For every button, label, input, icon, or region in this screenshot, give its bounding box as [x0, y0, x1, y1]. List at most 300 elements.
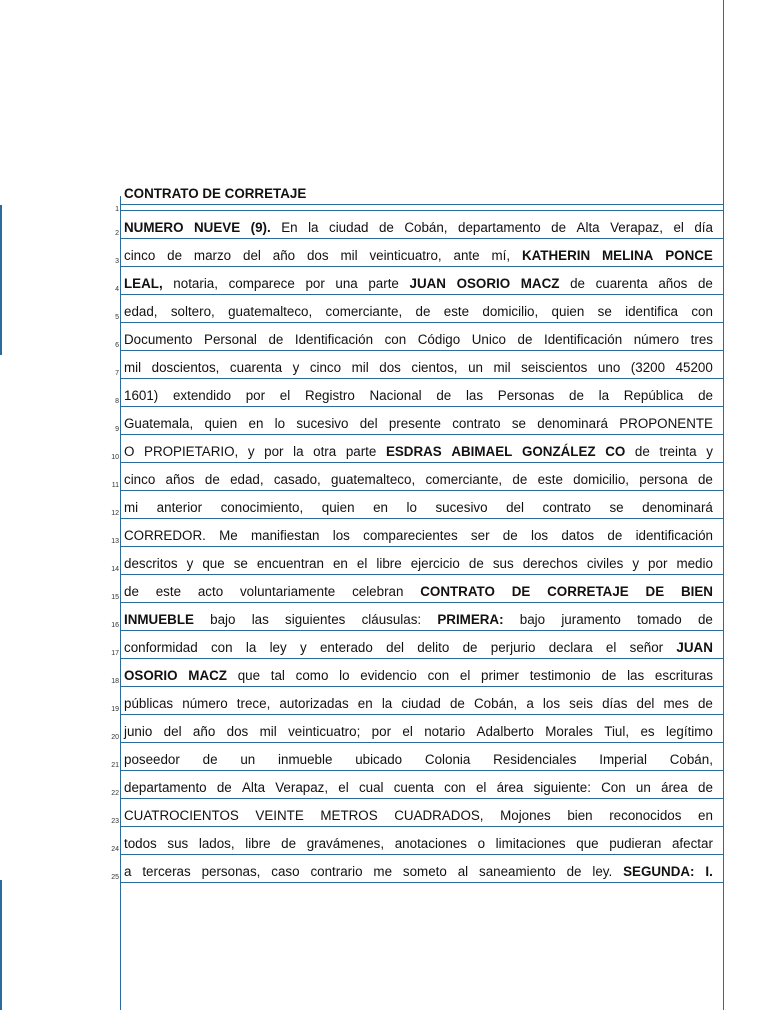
word: sucesivo: [296, 416, 349, 431]
word: pudieran: [609, 836, 662, 851]
word: PROPONENTE: [619, 416, 713, 431]
word: los: [530, 528, 549, 543]
bold-word: DE: [645, 584, 665, 599]
word: lo: [274, 416, 286, 431]
bold-word: INMUEBLE: [124, 612, 194, 627]
left-margin-rule: [120, 196, 121, 1010]
word: de: [566, 864, 582, 879]
word: lo: [406, 500, 417, 515]
word: anterior: [156, 500, 203, 515]
word: el: [338, 780, 349, 795]
word: mil: [259, 724, 277, 739]
bold-word: ABIMAEL: [451, 444, 513, 459]
word: como: [295, 668, 329, 683]
word: y: [299, 640, 307, 655]
word: Imperial: [599, 752, 647, 767]
word: este: [537, 472, 563, 487]
word: dos: [226, 724, 249, 739]
word: Personas: [497, 388, 555, 403]
word: METROS: [320, 808, 378, 823]
word: días: [602, 696, 628, 711]
word: Morales: [545, 724, 593, 739]
word: ley: [269, 640, 287, 655]
word: los: [332, 528, 350, 543]
word: la: [381, 696, 393, 711]
word: Residenciales: [493, 752, 577, 767]
word: primer: [481, 668, 519, 683]
word: junio: [124, 724, 153, 739]
document-line: [115, 323, 713, 351]
word: mi: [124, 500, 139, 515]
word: cuarenta: [229, 360, 283, 375]
word: el: [605, 640, 617, 655]
word: testimonio: [529, 668, 591, 683]
word: de: [502, 528, 518, 543]
word: o: [477, 836, 486, 851]
word: escrituras: [654, 668, 713, 683]
bold-word: MELINA: [602, 248, 654, 263]
word: una: [335, 276, 358, 291]
left-edge-rule: [0, 205, 2, 355]
line-number: 4: [115, 286, 119, 293]
word: mil: [351, 360, 369, 375]
word: del: [163, 724, 182, 739]
line-number: 12: [111, 510, 119, 517]
word: este: [443, 304, 470, 319]
line-number: 17: [111, 650, 119, 657]
word: y: [186, 556, 194, 571]
word: ley.: [592, 864, 613, 879]
word: guatemalteco,: [228, 304, 313, 319]
word: bajo: [210, 612, 236, 627]
bold-word: MACZ: [520, 276, 560, 291]
line-text: [124, 500, 713, 516]
word: de: [468, 556, 484, 571]
word: civiles: [586, 556, 624, 571]
word: de: [634, 444, 650, 459]
word: mil: [124, 360, 142, 375]
word: a: [526, 696, 534, 711]
document-line: [111, 631, 713, 659]
word: el: [475, 780, 487, 795]
word: por: [245, 388, 266, 403]
line-text: [124, 248, 713, 264]
word: que: [202, 556, 225, 571]
word: públicas: [124, 696, 174, 711]
word: datos: [561, 528, 595, 543]
word: de: [281, 836, 297, 851]
document-line: [111, 743, 713, 771]
word: notario: [424, 724, 466, 739]
bold-word: PONCE: [665, 248, 713, 263]
word: de: [607, 528, 623, 543]
bold-word: NUMERO: [124, 220, 184, 235]
line-text: [124, 388, 713, 404]
document-line: [115, 407, 713, 435]
word: con: [691, 304, 713, 319]
word: a: [124, 864, 132, 879]
line-number: 14: [111, 566, 119, 573]
word: PROPIETARIO,: [144, 444, 239, 459]
word: de: [436, 388, 452, 403]
document-page: [111, 183, 713, 883]
word: departamento: [124, 780, 207, 795]
word: edad,: [124, 304, 158, 319]
word: Con: [601, 780, 626, 795]
document-line: [111, 463, 713, 491]
word: descritos: [124, 556, 178, 571]
word: CORREDOR.: [124, 528, 206, 543]
word: año: [192, 724, 216, 739]
word: caso: [271, 864, 300, 879]
word: encuentran: [256, 556, 324, 571]
word: marzo: [193, 248, 232, 263]
line-text: [124, 556, 713, 572]
word: Tiul,: [604, 724, 630, 739]
word: siguiente:: [533, 780, 591, 795]
word: limitaciones: [495, 836, 566, 851]
line-number: 18: [111, 678, 119, 685]
word: terceras: [142, 864, 191, 879]
word: el: [402, 724, 413, 739]
line-number: 2: [115, 230, 119, 237]
bold-word: MACZ: [188, 668, 227, 683]
document-line: [111, 435, 713, 463]
word: número: [633, 332, 680, 347]
document-line: [111, 519, 713, 547]
word: denominará: [537, 416, 608, 431]
word: tal: [270, 668, 285, 683]
word: en: [332, 556, 348, 571]
word: cientos,: [411, 360, 458, 375]
word: autorizadas: [279, 696, 349, 711]
word: parte: [345, 444, 377, 459]
word: Alta: [576, 220, 600, 235]
word: acto: [197, 584, 224, 599]
word: personas,: [201, 864, 261, 879]
document-line: [111, 855, 713, 883]
word: el: [356, 556, 368, 571]
word: de: [601, 668, 617, 683]
word: cinco: [124, 472, 156, 487]
bold-word: DE: [511, 584, 531, 599]
word: Cobán,: [474, 696, 518, 711]
word: por: [648, 556, 668, 571]
word: quien: [551, 304, 585, 319]
line-text: [124, 724, 713, 740]
word: comerciante,: [425, 472, 503, 487]
word: Guatemala,: [124, 416, 194, 431]
word: delito: [417, 640, 450, 655]
line-text: [124, 584, 713, 600]
word: las: [465, 388, 484, 403]
document-line: [115, 239, 713, 267]
word: se: [609, 500, 624, 515]
word: manifiestan: [250, 528, 320, 543]
word: del: [636, 696, 655, 711]
line-text: [124, 332, 713, 348]
word: someto: [402, 864, 447, 879]
line-text: [124, 696, 713, 712]
word: Cobán,: [669, 752, 713, 767]
word: de: [570, 276, 585, 291]
bold-word: OSORIO: [124, 668, 178, 683]
document-line: [115, 295, 713, 323]
word: es: [640, 724, 655, 739]
word: quien: [321, 500, 355, 515]
line-number: 6: [115, 342, 119, 349]
word: en: [248, 416, 264, 431]
word: conocimiento,: [220, 500, 304, 515]
word: de: [202, 752, 218, 767]
right-margin-rule: [723, 0, 724, 1010]
line-number: 1: [115, 206, 119, 213]
word: gravámenes,: [306, 836, 385, 851]
word: medio: [676, 556, 713, 571]
left-edge-rule-lower: [0, 880, 2, 1010]
document-line: [111, 771, 713, 799]
word: legítimo: [665, 724, 713, 739]
word: año: [272, 248, 296, 263]
line-text: [124, 668, 713, 684]
word: un: [468, 360, 483, 375]
word: la: [598, 388, 610, 403]
word: de: [449, 696, 465, 711]
line-number: 23: [111, 818, 119, 825]
word: con: [210, 640, 233, 655]
line-text: [124, 360, 713, 376]
line-number: 9: [115, 426, 119, 433]
word: treinta: [659, 444, 697, 459]
word: sucesivo: [435, 500, 488, 515]
word: el: [279, 388, 291, 403]
line-number: 10: [111, 454, 119, 461]
line-text: [124, 780, 713, 796]
word: del: [243, 248, 261, 263]
line-number: 3: [115, 258, 119, 265]
line-text: [124, 752, 713, 768]
word: mil: [493, 360, 511, 375]
word: extendido: [172, 388, 232, 403]
word: de: [698, 388, 713, 403]
word: por: [305, 276, 325, 291]
word: poseedor: [124, 752, 180, 767]
word: la: [308, 220, 319, 235]
word: quien: [204, 416, 238, 431]
word: comerciante,: [325, 304, 403, 319]
word: O: [124, 444, 135, 459]
bold-word: LEAL,: [124, 276, 163, 291]
document-line: [111, 659, 713, 687]
document-line: [111, 547, 713, 575]
bold-word: GONZÁLEZ: [521, 444, 596, 459]
line-text: [124, 472, 713, 488]
word: 1601): [124, 388, 159, 403]
word: juramento: [561, 612, 621, 627]
document-line: [111, 603, 713, 631]
document-line: [111, 827, 713, 855]
word: persona: [639, 472, 688, 487]
word: En: [281, 220, 298, 235]
word: y: [247, 444, 255, 459]
word: la: [293, 444, 304, 459]
word: años: [658, 276, 688, 291]
bold-word: JUAN: [676, 640, 713, 655]
word: CUADRADOS,: [394, 808, 484, 823]
word: de: [569, 388, 584, 403]
word: las: [627, 668, 645, 683]
line-number: 11: [111, 482, 119, 489]
word: área: [661, 780, 688, 795]
line-text: [124, 444, 713, 460]
word: voluntariamente: [239, 584, 336, 599]
word: lados,: [198, 836, 235, 851]
word: años: [165, 472, 195, 487]
word: lo: [339, 668, 350, 683]
line-number: 25: [111, 874, 119, 881]
line-number: 5: [115, 314, 119, 321]
word: guatemalteco,: [331, 472, 416, 487]
word: de: [216, 780, 232, 795]
word: día: [694, 220, 713, 235]
word: contrario: [310, 864, 363, 879]
word: domicilio,: [573, 472, 629, 487]
document-line: [115, 211, 713, 239]
word: soltero,: [170, 304, 215, 319]
bold-word: SEGUNDA:: [623, 864, 695, 879]
word: de: [512, 472, 528, 487]
word: conformidad: [124, 640, 198, 655]
word: reconocidos: [609, 808, 682, 823]
document-line: [111, 715, 713, 743]
word: Identificación: [543, 332, 623, 347]
document-line: [115, 267, 713, 295]
word: de: [167, 248, 183, 263]
word: de: [697, 696, 713, 711]
word: de: [517, 332, 533, 347]
word: un: [635, 780, 651, 795]
word: ciudad: [329, 220, 369, 235]
word: que: [576, 836, 599, 851]
document-line: [111, 491, 713, 519]
document-line: [111, 799, 713, 827]
word: ejercicio: [410, 556, 460, 571]
word: contrato: [452, 416, 501, 431]
word: los: [542, 696, 561, 711]
bold-word: PRIMERA:: [437, 612, 504, 627]
word: área: [496, 780, 524, 795]
bold-word: (9).: [250, 220, 271, 235]
word: todos: [124, 836, 157, 851]
document-line: [111, 687, 713, 715]
word: Nacional: [369, 388, 422, 403]
word: Colonia: [424, 752, 471, 767]
line-number: 8: [115, 398, 119, 405]
document-title: CONTRATO DE CORRETAJE: [124, 186, 307, 201]
bold-word: NUEVE: [194, 220, 241, 235]
word: del: [506, 500, 524, 515]
word: declara: [548, 640, 593, 655]
bold-word: BIEN: [680, 584, 713, 599]
word: este: [155, 584, 182, 599]
word: identifica: [625, 304, 678, 319]
word: de: [268, 332, 284, 347]
word: número: [182, 696, 228, 711]
word: libre: [245, 836, 271, 851]
word: tres: [690, 332, 713, 347]
word: República: [623, 388, 684, 403]
word: VEINTE: [255, 808, 304, 823]
word: Unico: [471, 332, 506, 347]
document-lines: [111, 205, 713, 883]
line-text: [124, 640, 713, 656]
word: perjurio: [490, 640, 536, 655]
word: derechos: [522, 556, 578, 571]
word: sus: [167, 836, 189, 851]
line-text: [124, 276, 713, 292]
word: saneamiento: [479, 864, 556, 879]
word: mí,: [491, 248, 511, 263]
word: ser: [470, 528, 490, 543]
word: ante: [453, 248, 480, 263]
word: de: [697, 612, 713, 627]
word: comparecientes: [363, 528, 458, 543]
word: Código: [417, 332, 461, 347]
line-number: 7: [115, 370, 119, 377]
word: veinticuatro,: [369, 248, 442, 263]
line-number: 16: [111, 622, 119, 629]
line-text: [124, 528, 713, 544]
document-line: [115, 351, 713, 379]
word: cinco: [309, 360, 342, 375]
bold-word: CORRETAJE: [547, 584, 629, 599]
line-text: [124, 304, 713, 320]
word: ubicado: [355, 752, 403, 767]
word: las: [251, 612, 269, 627]
line-text: [124, 612, 713, 628]
word: ciudad: [401, 696, 441, 711]
word: siguientes: [285, 612, 346, 627]
word: de: [378, 220, 394, 235]
word: en: [698, 808, 713, 823]
word: otra: [313, 444, 337, 459]
word: afectar: [671, 836, 713, 851]
word: seis: [569, 696, 593, 711]
word: mes: [663, 696, 689, 711]
word: de: [697, 472, 713, 487]
word: 45200: [675, 360, 713, 375]
word: Documento: [124, 332, 193, 347]
word: se: [511, 416, 526, 431]
word: el: [459, 668, 471, 683]
word: mil: [340, 248, 358, 263]
word: uno: [597, 360, 621, 375]
word: en: [373, 500, 388, 515]
word: celebran: [352, 584, 404, 599]
word: departamento: [458, 220, 541, 235]
word: (3200: [630, 360, 666, 375]
word: Registro: [304, 388, 355, 403]
document-line: [115, 379, 713, 407]
word: doscientos,: [151, 360, 220, 375]
word: bajo: [519, 612, 546, 627]
word: y: [632, 556, 640, 571]
word: de: [204, 472, 220, 487]
line-number: 19: [111, 706, 119, 713]
bold-word: CONTRATO: [420, 584, 495, 599]
line-text: [124, 864, 713, 880]
bold-word: OSORIO: [456, 276, 511, 291]
